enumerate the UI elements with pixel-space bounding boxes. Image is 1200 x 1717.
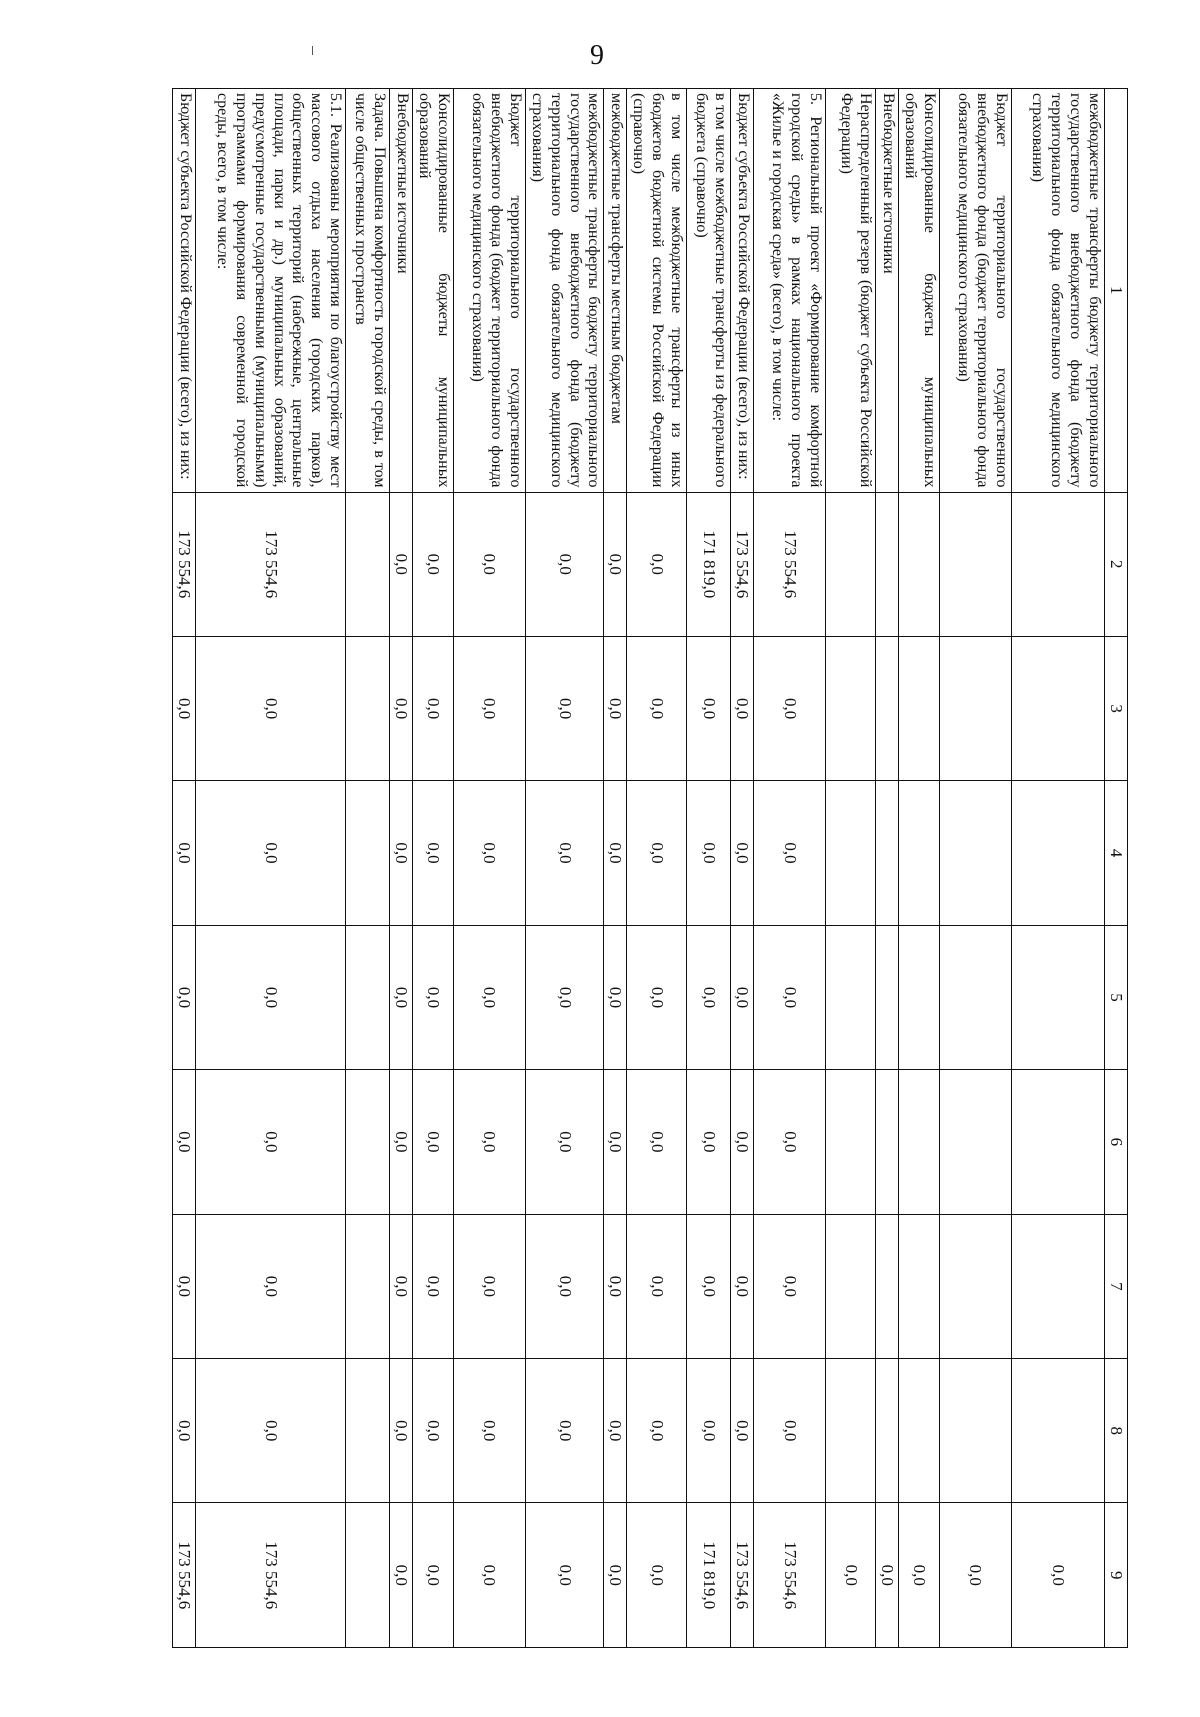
cell-value: 0,0 [627, 492, 687, 636]
cell-value [876, 492, 899, 636]
cell-value [939, 492, 1011, 636]
row-label: Консолидированные бюджеты муниципальных образований [899, 89, 940, 493]
row-label: в том числе межбюджетные трансферты из иных бюджетов бюджетной системы Российской Федерации (справочно) [627, 89, 687, 493]
cell-value [876, 1359, 899, 1503]
cell-value [939, 1070, 1011, 1214]
cell-value [876, 636, 899, 780]
cell-value [1011, 492, 1104, 636]
cell-value [1011, 1359, 1104, 1503]
cell-value: 0,0 [754, 1359, 826, 1503]
row-label: 5.1. Реализованы мероприятия по благоустройству мест массового отдыха населения (городских парков), общественных территорий (набережные, центральные площади, парки и др.) муниципальных образований, предусмотренные государственными (муниципальными) программами формирования современной городской среды, всего, в том числе: [196, 89, 346, 493]
row-label: межбюджетные трансферты бюджету территориального государственного внебюджетного фонда (бюджету территориального фонда обязательного медицинского страхования) [525, 89, 604, 493]
column-header: 9 [1104, 1503, 1127, 1648]
table-row [939, 89, 1011, 1648]
cell-value: 0,0 [731, 781, 754, 925]
table-row [899, 89, 940, 1648]
cell-value: 0,0 [876, 1503, 899, 1648]
cell-value: 0,0 [453, 1503, 525, 1648]
cell-value: 0,0 [687, 1070, 731, 1214]
cell-value [899, 1070, 940, 1214]
cell-value: 0,0 [826, 1503, 876, 1648]
cell-value [346, 925, 390, 1069]
cell-value [876, 1214, 899, 1358]
column-header: 2 [1104, 492, 1127, 636]
cell-value [1011, 636, 1104, 780]
cell-value: 0,0 [453, 925, 525, 1069]
cell-value: 0,0 [196, 1214, 346, 1358]
cell-value: 0,0 [627, 1214, 687, 1358]
row-label: Внебюджетные источники [876, 89, 899, 493]
table-header-row [1104, 89, 1127, 1648]
cell-value: 0,0 [413, 925, 454, 1069]
cell-value [899, 1359, 940, 1503]
cell-value: 0,0 [604, 1214, 627, 1358]
cell-value: 0,0 [687, 781, 731, 925]
cell-value [876, 1070, 899, 1214]
cell-value: 0,0 [413, 1359, 454, 1503]
cell-value: 0,0 [525, 1503, 604, 1648]
column-header: 3 [1104, 636, 1127, 780]
cell-value [826, 636, 876, 780]
cell-value: 0,0 [754, 781, 826, 925]
cell-value [826, 925, 876, 1069]
cell-value [1011, 925, 1104, 1069]
table-row [413, 89, 454, 1648]
budget-table [172, 88, 1128, 1648]
row-label: Консолидированные бюджеты муниципальных образований [413, 89, 454, 493]
cell-value [346, 492, 390, 636]
cell-value: 0,0 [196, 636, 346, 780]
cell-value: 0,0 [627, 1359, 687, 1503]
cell-value: 0,0 [525, 636, 604, 780]
cell-value: 0,0 [604, 492, 627, 636]
cell-value [899, 1214, 940, 1358]
cell-value [346, 1070, 390, 1214]
cell-value: 0,0 [525, 1359, 604, 1503]
cell-value: 0,0 [453, 781, 525, 925]
cell-value: 173 554,6 [173, 1503, 196, 1648]
cell-value: 0,0 [196, 1359, 346, 1503]
cell-value: 0,0 [390, 1503, 413, 1648]
cell-value: 0,0 [627, 1070, 687, 1214]
cell-value [1011, 1214, 1104, 1358]
cell-value: 0,0 [604, 1503, 627, 1648]
cell-value: 0,0 [1011, 1503, 1104, 1648]
cell-value: 0,0 [196, 925, 346, 1069]
cell-value: 0,0 [525, 1214, 604, 1358]
cell-value: 0,0 [413, 1070, 454, 1214]
row-label: 5. Региональный проект «Формирование комфортной городской среды» в рамках национального проекта «Жилье и городская среда» (всего), в том числе: [754, 89, 826, 493]
cell-value: 0,0 [196, 1070, 346, 1214]
cell-value: 173 554,6 [754, 492, 826, 636]
cell-value: 0,0 [627, 781, 687, 925]
cell-value: 0,0 [390, 492, 413, 636]
cell-value: 171 819,0 [687, 1503, 731, 1648]
cell-value: 0,0 [604, 925, 627, 1069]
cell-value: 0,0 [413, 636, 454, 780]
column-header: 1 [1104, 89, 1127, 493]
column-header: 8 [1104, 1359, 1127, 1503]
cell-value: 173 554,6 [196, 1503, 346, 1648]
page-number: 9 [590, 40, 604, 71]
cell-value [899, 781, 940, 925]
cell-value: 0,0 [731, 925, 754, 1069]
cell-value [939, 781, 1011, 925]
table-row [390, 89, 413, 1648]
cell-value [826, 492, 876, 636]
cell-value: 0,0 [173, 1214, 196, 1358]
rotated-table-container [175, 88, 1128, 1648]
cell-value: 0,0 [390, 1214, 413, 1358]
cell-value: 0,0 [413, 1503, 454, 1648]
table-row [876, 89, 899, 1648]
cell-value: 0,0 [604, 1359, 627, 1503]
table-row [346, 89, 390, 1648]
table-row [196, 89, 346, 1648]
cell-value: 0,0 [525, 925, 604, 1069]
cell-value: 0,0 [390, 1070, 413, 1214]
cell-value: 173 554,6 [196, 492, 346, 636]
row-label: Бюджет субъекта Российской Федерации (всего), из них: [173, 89, 196, 493]
cell-value: 0,0 [731, 636, 754, 780]
cell-value: 173 554,6 [731, 492, 754, 636]
cell-value [899, 636, 940, 780]
table-row [687, 89, 731, 1648]
cell-value: 0,0 [754, 1070, 826, 1214]
cell-value [826, 1070, 876, 1214]
cell-value: 173 554,6 [754, 1503, 826, 1648]
cell-value: 0,0 [939, 1503, 1011, 1648]
cell-value: 0,0 [731, 1214, 754, 1358]
cell-value: 0,0 [390, 636, 413, 780]
row-label: Бюджет территориального государственного внебюджетного фонда (бюджет территориального фонда обязательного медицинского страхования) [453, 89, 525, 493]
cell-value: 0,0 [413, 492, 454, 636]
row-label: Бюджет субъекта Российской Федерации (всего), из них: [731, 89, 754, 493]
cell-value [899, 925, 940, 1069]
row-label: Задача. Повышена комфортность городской среды, в том числе общественных пространств [346, 89, 390, 493]
cell-value: 0,0 [453, 1359, 525, 1503]
cell-value: 171 819,0 [687, 492, 731, 636]
cell-value [939, 1359, 1011, 1503]
table-row [627, 89, 687, 1648]
table-row [826, 89, 876, 1648]
cell-value [939, 636, 1011, 780]
cell-value: 0,0 [754, 925, 826, 1069]
cell-value [826, 1214, 876, 1358]
cell-value: 0,0 [687, 1359, 731, 1503]
cell-value: 0,0 [604, 636, 627, 780]
table-row [1011, 89, 1104, 1648]
cell-value: 0,0 [390, 925, 413, 1069]
cell-value: 0,0 [627, 1503, 687, 1648]
row-label: Бюджет территориального государственного внебюджетного фонда (бюджет территориального фонда обязательного медицинского страхования) [939, 89, 1011, 493]
table-row [453, 89, 525, 1648]
cell-value: 0,0 [173, 781, 196, 925]
cell-value [346, 636, 390, 780]
cell-value: 0,0 [413, 781, 454, 925]
cell-value [876, 925, 899, 1069]
cell-value [939, 925, 1011, 1069]
table-row [754, 89, 826, 1648]
cell-value: 173 554,6 [731, 1503, 754, 1648]
cell-value: 0,0 [687, 1214, 731, 1358]
cell-value: 0,0 [173, 1359, 196, 1503]
column-header: 4 [1104, 781, 1127, 925]
cell-value [1011, 1070, 1104, 1214]
cell-value [899, 492, 940, 636]
cell-value: 0,0 [453, 1070, 525, 1214]
cell-value [939, 1214, 1011, 1358]
cell-value: 0,0 [525, 492, 604, 636]
cell-value: 0,0 [627, 925, 687, 1069]
row-label: Нераспределенный резерв (бюджет субъекта Российской Федерации) [826, 89, 876, 493]
cell-value: 0,0 [687, 925, 731, 1069]
table-row [731, 89, 754, 1648]
cell-value: 0,0 [731, 1359, 754, 1503]
cell-value: 0,0 [604, 1070, 627, 1214]
cell-value [346, 1359, 390, 1503]
cell-value: 0,0 [196, 781, 346, 925]
cell-value: 0,0 [453, 1214, 525, 1358]
table-row [604, 89, 627, 1648]
cell-value: 0,0 [173, 1070, 196, 1214]
cell-value [876, 781, 899, 925]
cell-value: 0,0 [627, 636, 687, 780]
cell-value: 0,0 [413, 1214, 454, 1358]
cell-value: 0,0 [525, 781, 604, 925]
cell-value [826, 781, 876, 925]
column-header: 7 [1104, 1214, 1127, 1358]
cell-value: 173 554,6 [173, 492, 196, 636]
table-row [525, 89, 604, 1648]
cell-value: 0,0 [390, 781, 413, 925]
cell-value: 0,0 [754, 636, 826, 780]
cell-value: 0,0 [173, 636, 196, 780]
cell-value [346, 1503, 390, 1648]
row-label: межбюджетные трансферты бюджету территориального государственного внебюджетного фонда (бюджету территориального фонда обязательного медицинского страхования) [1011, 89, 1104, 493]
cell-value: 0,0 [525, 1070, 604, 1214]
table-row [173, 89, 196, 1648]
column-header: 6 [1104, 1070, 1127, 1214]
cell-value: 0,0 [390, 1359, 413, 1503]
cell-value [1011, 781, 1104, 925]
cell-value: 0,0 [453, 492, 525, 636]
row-label: Внебюджетные источники [390, 89, 413, 493]
cell-value: 0,0 [604, 781, 627, 925]
row-label: межбюджетные трансферты местным бюджетам [604, 89, 627, 493]
cell-value [346, 1214, 390, 1358]
row-label: в том числе межбюджетные трансферты из федерального бюджета (справочно) [687, 89, 731, 493]
cell-value: 0,0 [731, 1070, 754, 1214]
cell-value: 0,0 [754, 1214, 826, 1358]
cell-value: 0,0 [173, 925, 196, 1069]
cell-value: 0,0 [899, 1503, 940, 1648]
cell-value [826, 1359, 876, 1503]
cell-value: 0,0 [453, 636, 525, 780]
cell-value: 0,0 [687, 636, 731, 780]
scan-mark [312, 46, 313, 55]
column-header: 5 [1104, 925, 1127, 1069]
cell-value [346, 781, 390, 925]
